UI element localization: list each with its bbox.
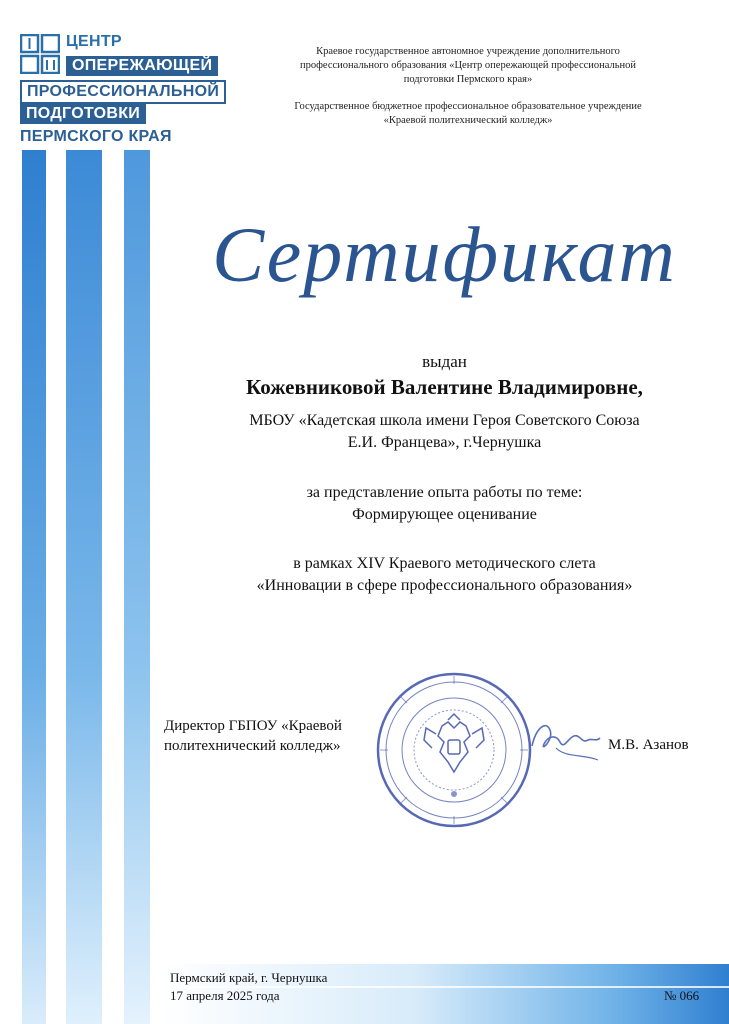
recipient-institution xyxy=(160,410,729,454)
signature-icon xyxy=(526,708,606,768)
signatory-position-line: политехнический колледж» xyxy=(164,738,341,754)
signatory-name: М.В. Азанов xyxy=(608,737,689,753)
signatory-position-line: Директор ГБПОУ «Краевой xyxy=(164,718,342,734)
event-line: в рамках XIV Краевого методического слета xyxy=(293,555,596,572)
institution-line: МБОУ «Кадетская школа имени Героя Советского Союза xyxy=(249,412,640,429)
logo-line-3: ПРОФЕССИОНАЛЬНОЙ xyxy=(20,80,226,104)
copp-logo-mark-icon xyxy=(20,34,60,74)
issued-label: выдан xyxy=(422,352,467,371)
org-copp-line: профессионального образования «Центр опережающей профессиональной xyxy=(299,60,637,71)
org-copp-line: подготовки Пермского края» xyxy=(403,74,533,85)
logo-line-2: ОПЕРЕЖАЮЩЕЙ xyxy=(66,56,218,76)
issue-place: Пермский край, г. Чернушка xyxy=(170,970,328,985)
decorative-stripe-1 xyxy=(22,150,46,1024)
recipient-name: Кожевниковой Валентине Владимировне, xyxy=(246,375,643,399)
topic-name: Формирующее оценивание xyxy=(352,506,537,523)
institution-line: Е.И. Францева», г.Чернушка xyxy=(347,434,542,451)
org-college-line: «Краевой политехнический колледж» xyxy=(383,115,553,126)
organization-copp xyxy=(258,45,678,87)
topic-block xyxy=(160,482,729,526)
logo-line-5: ПЕРМСКОГО КРАЯ xyxy=(20,128,172,145)
certificate-title: Сертификат xyxy=(212,211,677,298)
decorative-stripe-2 xyxy=(66,150,102,1024)
logo-line-1: ЦЕНТР xyxy=(66,33,122,50)
organization-college xyxy=(258,100,678,128)
issue-date: 17 апреля 2025 года xyxy=(170,988,280,1003)
official-seal-icon xyxy=(374,670,534,830)
event-block xyxy=(160,553,729,597)
decorative-stripe-3 xyxy=(124,150,150,1024)
copp-logo xyxy=(18,30,248,145)
logo-line-4: ПОДГОТОВКИ xyxy=(20,104,146,124)
org-college-line: Государственное бюджетное профессиональное образовательное учреждение xyxy=(294,101,642,112)
certificate-number: № 066 xyxy=(664,988,700,1003)
event-name: «Инновации в сфере профессионального образования» xyxy=(256,577,633,594)
topic-intro-line: за представление опыта работы по теме: xyxy=(306,484,583,501)
signatory-position xyxy=(164,716,342,756)
org-copp-line: Краевое государственное автономное учреждение дополнительного xyxy=(316,46,620,57)
